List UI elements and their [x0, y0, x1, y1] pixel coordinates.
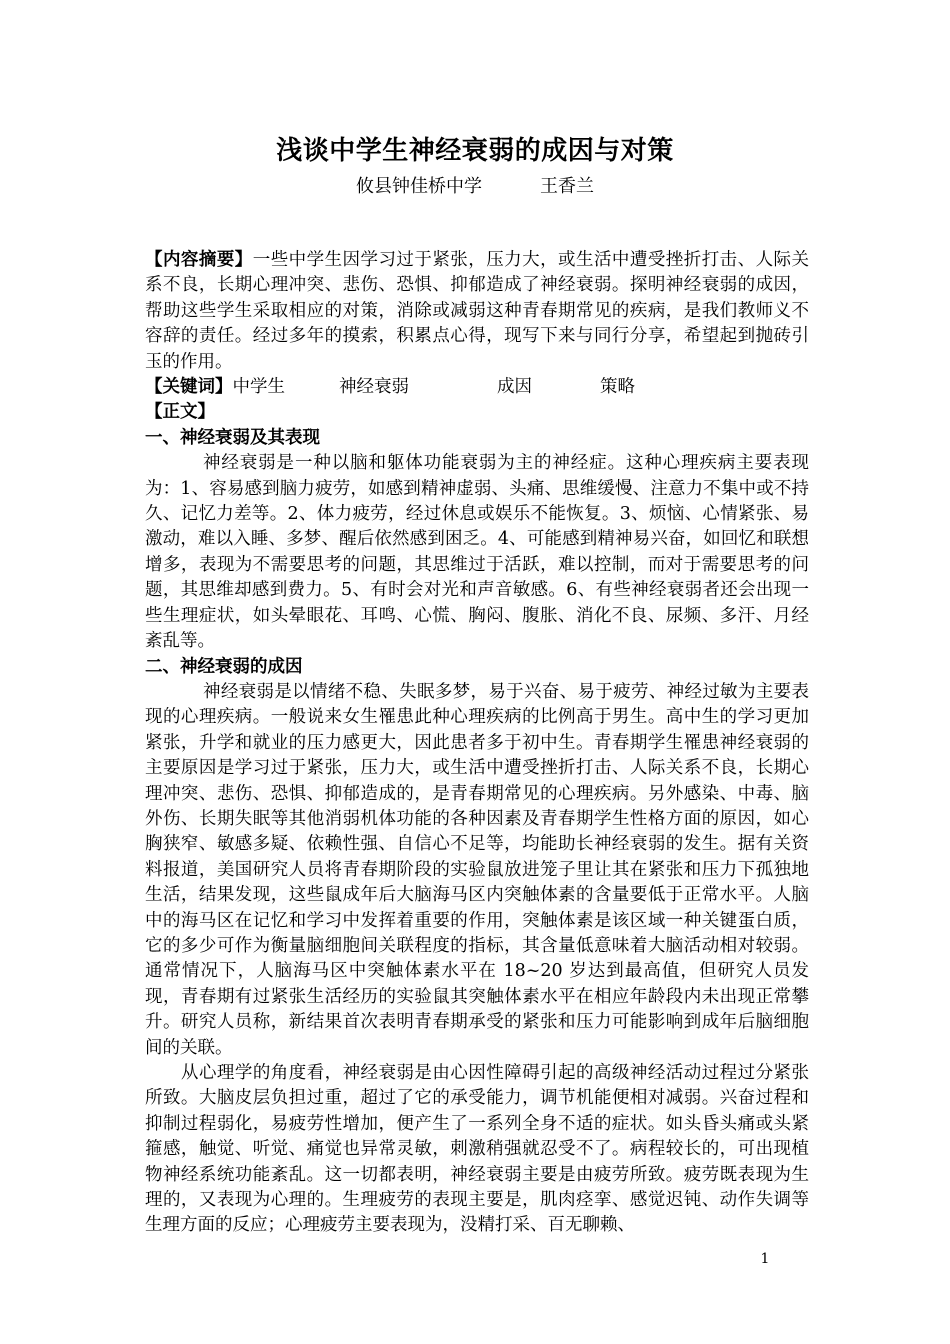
- author-school: 攸县钟佳桥中学: [356, 176, 482, 197]
- keywords-label: 【关键词】: [145, 377, 233, 398]
- section-heading: 二、神经衰弱的成因: [145, 656, 303, 677]
- author-name: 王香兰: [540, 176, 594, 197]
- body-paragraph: 从心理学的角度看，神经衰弱是由心因性障碍引起的高级神经活动过程过分紧张所致。大脑皮层负担过重，超过了它的承受能力，调节机能便相对减弱。兴奋过程和抑制过程弱化，易疲劳性增加，便产生了一系列全身不适的症状。如头昏头痛或头紧箍感，触觉、听觉、痛觉也异常灵敏，刺激稍强就忍受不了。病程较长的，可出现植物神经系统功能紊乱。这一切都表明，神经衰弱主要是由疲劳所致。疲劳既表现为生理的，又表现为心理的。生理疲劳的表现主要是，肌肉痉挛、感觉迟钝、动作失调等生理方面的反应；心理疲劳主要表现为，没精打采、百无聊赖、: [145, 1063, 809, 1236]
- document-title: 浅谈中学生神经衰弱的成因与对策: [276, 136, 674, 166]
- abstract-paragraph: [145, 248, 809, 375]
- keyword-item: 中学生: [232, 377, 285, 398]
- body-paragraph: 神经衰弱是以情绪不稳、失眠多梦，易于兴奋、易于疲劳、神经过敏为主要表现的心理疾病。一般说来女生罹患此种心理疾病的比例高于男生。高中生的学习更加紧张，升学和就业的压力感更大，因此患者多于初中生。青春期学生罹患神经衰弱的主要原因是学习过于紧张，压力大，或生活中遭受挫折打击、人际关系不良，长期心理冲突、悲伤、恐惧、抑郁造成的，是青春期常见的心理疾病。另外感染、中毒、脑外伤、长期失眠等其他消弱机体功能的各种因素及青春期学生性格方面的原因，如心胸狭窄、敏感多疑、依赖性强、自信心不足等，均能助长神经衰弱的发生。据有关资料报道，美国研究人员将青春期阶段的实验鼠放进笼子里让其在紧张和压力下孤独地生活，结果发现，这些鼠成年后大脑海马区内突触体素的含量要低于正常水平。人脑中的海马区在记忆和学习中发挥着重要的作用，突触体素是该区域一种关键蛋白质，它的多少可作为衡量脑细胞间关联程度的指标，其含量低意味着大脑活动相对较弱。通常情况下，人脑海马区中突触体素水平在 18~20 岁达到最高值，但研究人员发现，青春期有过紧张生活经历的实验鼠其突触体素水平在相应年龄段内未出现正常攀升。研究人员称，新结果首次表明青春期承受的紧张和压力可能影响到成年后脑细胞间的关联。: [145, 681, 809, 1058]
- main-text-label: 【正文】: [145, 402, 215, 423]
- abstract-label: 【内容摘要】: [145, 250, 253, 270]
- body-paragraph: 神经衰弱是一种以脑和躯体功能衰弱为主的神经症。这种心理疾病主要表现为：1、容易感到脑力疲劳，如感到精神虚弱、头痛、思维缓慢、注意力不集中或不持久、记忆力差等。2、体力疲劳，经过休息或娱乐不能恢复。3、烦恼、心情紧张、易激动，难以入睡、多梦、醒后依然感到困乏。4、可能感到精神易兴奋，如回忆和联想增多，表现为不需要思考的问题，其思维过于活跃，难以控制，而对于需要思考的问题，其思维却感到费力。5、有时会对光和声音敏感。6、有些神经衰弱者还会出现一些生理症状，如头晕眼花、耳鸣、心慌、胸闷、腹胀、消化不良、尿频、多汗、月经紊乱等。: [145, 453, 809, 652]
- page-number: 1: [760, 1251, 770, 1267]
- abstract-text: 一些中学生因学习过于紧张，压力大，或生活中遭受挫折打击、人际关系不良，长期心理冲突、悲伤、恐惧、抑郁造成了神经衰弱。探明神经衰弱的成因，帮助这些学生采取相应的对策，消除或减弱这种青春期常见的疾病，是我们教师义不容辞的责任。经过多年的摸索，积累点心得，现写下来与同行分享，希望起到抛砖引玉的作用。: [145, 250, 809, 372]
- byline: [0, 174, 950, 200]
- keyword-item: 策略: [600, 377, 635, 398]
- section-heading: 一、神经衰弱及其表现: [145, 427, 320, 448]
- keyword-item: 成因: [497, 377, 532, 398]
- document-body: [145, 248, 809, 1239]
- keywords-line: [145, 375, 809, 400]
- keyword-item: 神经衰弱: [339, 377, 409, 398]
